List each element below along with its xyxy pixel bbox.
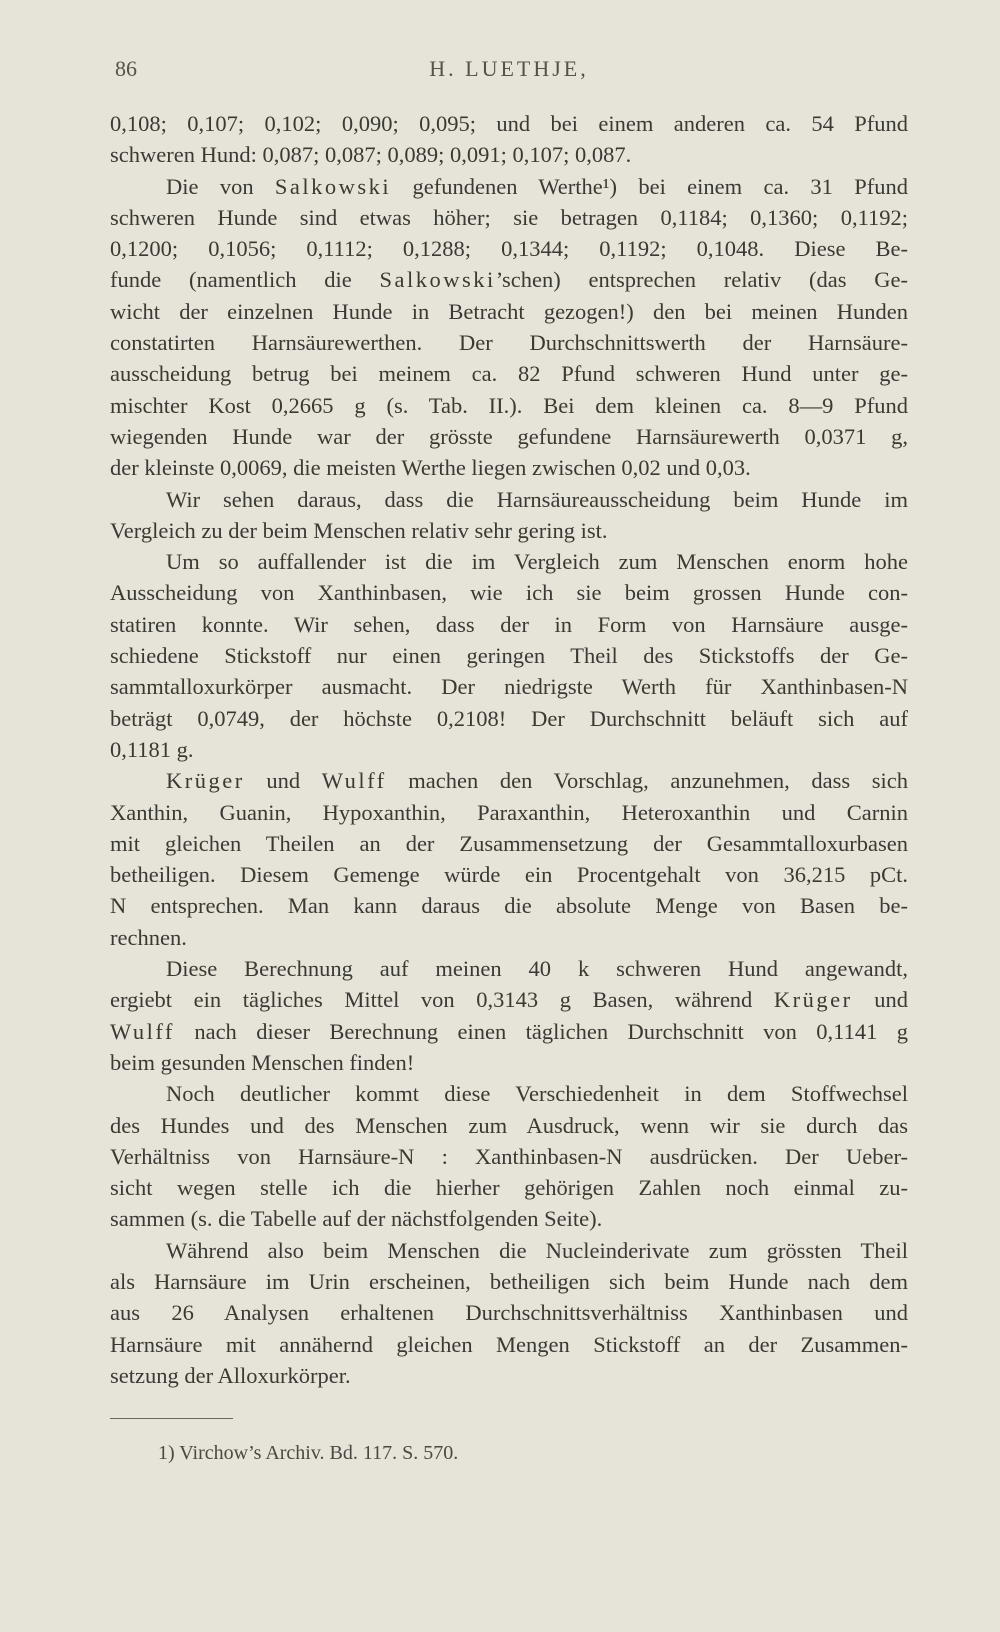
text-line [110,765,908,796]
text-line [110,1360,908,1391]
footnote-separator [110,1418,233,1419]
text-run: mischter Kost 0,2665 g (s. Tab. II.). Bei dem kleinen ca. 8—9 Pfund [110,392,908,418]
text-run: mit gleichen Theilen an der Zusammensetzung der Gesammtalloxurbasen [110,830,908,856]
text-line [110,1329,908,1360]
text-run: schweren Hunde sind etwas höher; sie betragen 0,1184; 0,1360; 0,1192; [110,204,908,230]
text-line [110,202,908,233]
text-line [110,922,908,953]
text-run: der kleinste 0,0069, die meisten Werthe liegen zwischen 0,02 und 0,03. [110,455,751,481]
spaced-name: Salkowski [379,267,496,293]
text-run: sammen (s. die Tabelle auf der nächstfolgenden Seite). [110,1206,603,1232]
text-line [110,1235,908,1266]
text-run: machen den Vorschlag, anzunehmen, dass sich [386,768,908,794]
text-line [110,484,908,515]
spaced-name: Krüger [773,987,853,1013]
text-run: Verhältniss von Harnsäure-N : Xanthinbasen-N ausdrücken. Der Ueber- [110,1143,908,1169]
text-run: Noch deutlicher kommt diese Verschiedenheit in dem Stoffwechsel [166,1081,908,1107]
text-line [110,640,908,671]
text-line [110,734,908,765]
text-line [110,859,908,890]
text-line [110,984,908,1015]
text-run: Um so auffallender ist die im Vergleich zum Menschen enorm hohe [166,549,908,575]
text-run: nach dieser Berechnung einen täglichen Durchschnitt von 0,1141 g [174,1018,908,1044]
text-run: und [244,768,322,794]
text-run: 0,1181 g. [110,736,194,762]
text-run: Diese Berechnung auf meinen 40 k schweren Hund angewandt, [166,956,908,982]
footnote: 1) Virchow’s Archiv. Bd. 117. S. 570. [158,1442,459,1464]
text-run: wicht der einzelnen Hunde in Betracht gezogen!) den bei meinen Hunden [110,298,908,324]
text-run: beim gesunden Menschen finden! [110,1049,415,1075]
text-line [110,890,908,921]
text-run: betheiligen. Diesem Gemenge würde ein Procentgehalt von 36,215 pCt. [110,862,908,888]
text-line [110,139,908,170]
text-run: schiedene Stickstoff nur einen geringen Theil des Stickstoffs der Ge- [110,643,908,669]
text-line [110,1141,908,1172]
spaced-name: Salkowski [274,173,392,199]
text-line [110,1266,908,1297]
text-run: Harnsäure mit annähernd gleichen Mengen Stickstoff an der Zusammen- [110,1331,908,1357]
spaced-name: Wulff [110,1018,175,1044]
spaced-name: Wulff [321,768,387,794]
text-run: und [852,987,908,1013]
text-run: ergiebt ein tägliches Mittel von 0,3143 g Basen, während [110,987,774,1013]
text-run: beträgt 0,0749, der höchste 0,2108! Der Durchschnitt beläuft sich auf [110,705,908,731]
text-line [110,797,908,828]
text-run: setzung der Alloxurkörper. [110,1362,351,1388]
text-line [110,327,908,358]
text-line [110,1203,908,1234]
text-line [110,108,908,139]
text-run: Vergleich zu der beim Menschen relativ sehr gering ist. [110,517,608,543]
text-line [110,671,908,702]
text-line [110,1047,908,1078]
text-line [110,828,908,859]
text-line [110,421,908,452]
text-run: aus 26 Analysen erhaltenen Durchschnittsverhältniss Xanthinbasen und [110,1300,908,1326]
text-line [110,452,908,483]
text-line [110,546,908,577]
text-line [110,296,908,327]
text-line [110,264,908,295]
text-line [110,390,908,421]
text-line [110,703,908,734]
text-run: 0,1200; 0,1056; 0,1112; 0,1288; 0,1344; 0,1192; 0,1048. Diese Be- [110,236,908,262]
page-number: 86 [115,56,137,81]
text-run: rechnen. [110,924,187,950]
spaced-name: Krüger [166,768,245,794]
text-line [110,1078,908,1109]
text-run: 0,108; 0,107; 0,102; 0,090; 0,095; und bei einem anderen ca. 54 Pfund [110,111,908,136]
page-header [110,56,908,88]
text-run: sicht wegen stelle ich die hierher gehörigen Zahlen noch einmal zu- [110,1175,908,1201]
text-run: als Harnsäure im Urin erscheinen, betheiligen sich beim Hunde nach dem [110,1268,908,1294]
text-line [110,358,908,389]
text-run: Ausscheidung von Xanthinbasen, wie ich sie beim grossen Hunde con- [110,580,908,606]
text-run: statiren konnte. Wir sehen, dass der in Form von Harnsäure ausge- [110,611,908,637]
text-run: Die von [166,173,275,199]
text-line [110,1297,908,1328]
text-line [110,953,908,984]
text-run: N entsprechen. Man kann daraus die absolute Menge von Basen be- [110,893,908,919]
text-run: sammtalloxurkörper ausmacht. Der niedrigste Werth für Xanthinbasen-N [110,674,908,700]
text-line [110,609,908,640]
text-run: Xanthin, Guanin, Hypoxanthin, Paraxanthin, Heteroxanthin und Carnin [110,799,908,825]
text-line [110,171,908,202]
text-line [110,1172,908,1203]
text-run: des Hundes und des Menschen zum Ausdruck, wenn wir sie durch das [110,1112,908,1138]
text-line [110,577,908,608]
text-run: funde (namentlich die [110,267,380,293]
text-run: ’schen) entsprechen relativ (das Ge- [495,267,908,293]
text-run: wiegenden Hunde war der grösste gefundene Harnsäurewerth 0,0371 g, [110,423,908,449]
text-line [110,1016,908,1047]
text-line [110,233,908,264]
text-run: Während also beim Menschen die Nucleinderivate zum grössten Theil [166,1237,908,1263]
text-line [110,1110,908,1141]
running-title: H. LUETHJE, [429,56,589,81]
body-text [110,108,908,1391]
text-line [110,515,908,546]
text-run: schweren Hund: 0,087; 0,087; 0,089; 0,091; 0,107; 0,087. [110,142,632,168]
text-run: constatirten Harnsäurewerthen. Der Durchschnittswerth der Harnsäure- [110,330,908,356]
text-run: gefundenen Werthe¹) bei einem ca. 31 Pfund [391,173,908,199]
text-run: ausscheidung betrug bei meinem ca. 82 Pfund schweren Hund unter ge- [110,361,908,387]
text-run: Wir sehen daraus, dass die Harnsäureausscheidung beim Hunde im [166,486,908,512]
